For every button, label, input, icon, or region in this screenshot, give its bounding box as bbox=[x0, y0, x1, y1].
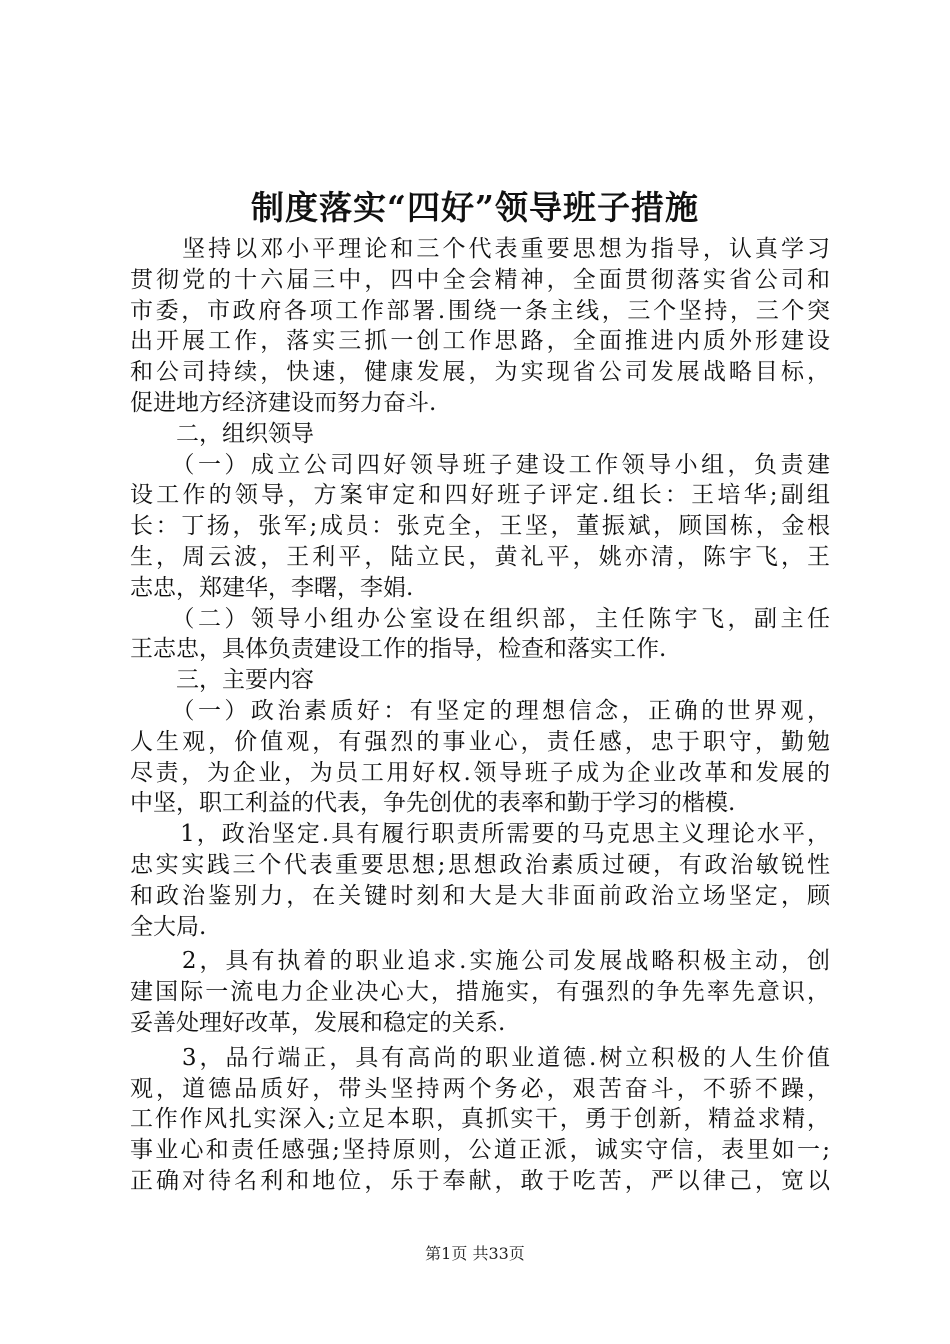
body-line: 贯彻党的十六届三中，四中全会精神，全面贯彻落实省公司和 bbox=[130, 266, 830, 293]
section-heading: 二，组织领导 bbox=[130, 420, 314, 447]
body-line: 和公司持续，快速，健康发展，为实现省公司发展战略目标， bbox=[130, 359, 830, 386]
body-line: 生，周云波，王利平，陆立民，黄礼平，姚亦清，陈宇飞，王 bbox=[130, 543, 830, 570]
body-line: 和政治鉴别力，在关键时刻和大是大非面前政治立场坚定，顾 bbox=[130, 882, 830, 909]
section-heading: 三，主要内容 bbox=[130, 667, 314, 694]
page-footer: 第1页 共33页 bbox=[425, 1244, 525, 1263]
body-line: 全大局. bbox=[130, 913, 207, 940]
body-line: 志忠，郑建华，李曙，李娟. bbox=[130, 574, 414, 601]
body-line: 正确对待名利和地位，乐于奉献，敢于吃苦，严以律己，宽以 bbox=[130, 1167, 830, 1194]
body-line: 坚持以邓小平理论和三个代表重要思想为指导，认真学习 bbox=[130, 236, 830, 262]
body-line: 出开展工作，落实三抓一创工作思路，全面推进内质外形建设 bbox=[130, 328, 830, 355]
body-line: 工作作风扎实深入;立足本职，真抓实干，勇于创新，精益求精， bbox=[130, 1106, 830, 1133]
body-line: （二）领导小组办公室设在组织部，主任陈宇飞，副主任 bbox=[130, 605, 830, 632]
body-line: 观，道德品质好，带头坚持两个务必，艰苦奋斗，不骄不躁， bbox=[130, 1075, 830, 1102]
body-line: 妥善处理好改革，发展和稳定的关系. bbox=[130, 1009, 506, 1036]
body-line: 促进地方经济建设而努力奋斗. bbox=[130, 389, 437, 416]
body-line: 2，具有执着的职业追求.实施公司发展战略积极主动，创 bbox=[130, 948, 830, 975]
body-line: （一）成立公司四好领导班子建设工作领导小组，负责建 bbox=[130, 451, 830, 478]
body-line: 中坚，职工利益的代表，争先创优的表率和勤于学习的楷模. bbox=[130, 790, 736, 817]
body-line: 忠实实践三个代表重要思想;思想政治素质过硬，有政治敏锐性 bbox=[130, 851, 830, 878]
body-line: 尽责，为企业，为员工用好权.领导班子成为企业改革和发展的 bbox=[130, 759, 830, 786]
body-line: 设工作的领导，方案审定和四好班子评定.组长：王培华;副组 bbox=[130, 482, 830, 509]
body-line: （一）政治素质好：有坚定的理想信念，正确的世界观， bbox=[130, 697, 830, 724]
body-line: 市委，市政府各项工作部署.围绕一条主线，三个坚持，三个突 bbox=[130, 297, 830, 324]
document-body bbox=[130, 234, 830, 1197]
document-title: 制度落实“四好”领导班子措施 bbox=[251, 188, 699, 227]
body-line: 长：丁扬，张军;成员：张克全，王坚，董振斌，顾国栋，金根 bbox=[130, 513, 830, 540]
body-line: 王志忠，具体负责建设工作的指导，检查和落实工作. bbox=[130, 636, 667, 663]
body-line: 建国际一流电力企业决心大，措施实，有强烈的争先率先意识， bbox=[130, 979, 830, 1006]
body-line: 3，品行端正，具有高尚的职业道德.树立积极的人生价值 bbox=[130, 1044, 830, 1071]
body-line: 人生观，价值观，有强烈的事业心，责任感，忠于职守，勤勉 bbox=[130, 728, 830, 755]
body-line: 1，政治坚定.具有履行职责所需要的马克思主义理论水平， bbox=[130, 821, 830, 848]
body-line: 事业心和责任感强;坚持原则，公道正派，诚实守信，表里如一; bbox=[130, 1137, 830, 1164]
